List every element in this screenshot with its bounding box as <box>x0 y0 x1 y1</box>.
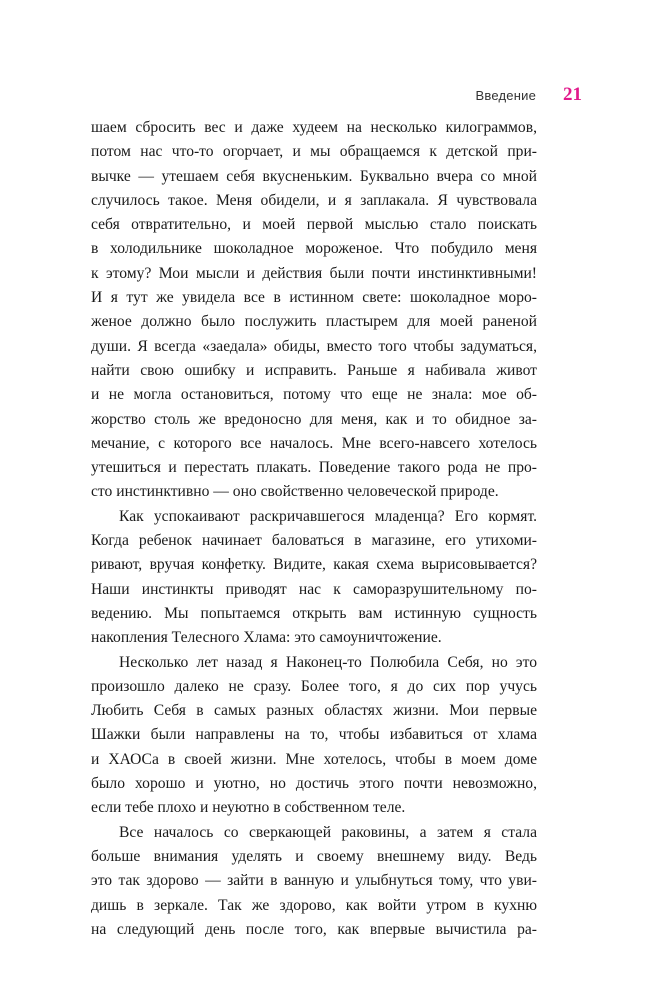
page-number: 21 <box>563 84 582 105</box>
text-line: сто инстинктивно — оно свойственно человеческой природе. <box>91 483 499 501</box>
text-line: дишь в зеркале. Так же здорово, как войти утром в кухню <box>91 896 537 914</box>
text-line: ривают, вручая конфетку. Видите, какая схема вырисовывается? <box>91 556 537 574</box>
text-line: Когда ребенок начинает баловаться в магазине, его утихоми- <box>91 532 537 550</box>
text-line: если тебе плохо и неуютно в собственном теле. <box>91 799 406 817</box>
text-line: было хорошо и уютно, но достичь этого почти невозможно, <box>91 775 537 793</box>
text-line: жорство столь же вредоносно для меня, как и то обидное за- <box>91 410 537 428</box>
text-line: себя отвратительно, и моей первой мыслью стало поискать <box>91 216 537 234</box>
text-line: и не могла остановиться, потому что еще не знала: мое об- <box>91 386 537 404</box>
text-line: ведению. Мы попытаемся открыть вам истинную сущность <box>91 604 537 622</box>
text-line: в холодильнике шоколадное мороженое. Что побудило меня <box>91 240 537 258</box>
text-line: Все началось со сверкающей раковины, а затем я стала <box>119 823 537 841</box>
text-line: найти свою ошибку и исправить. Раньше я набивала живот <box>91 361 537 379</box>
text-line: И я тут же увидела все в истинном свете: шоколадное моро- <box>91 289 537 307</box>
text-line: Любить Себя в самых разных областях жизни. Мои первые <box>91 702 537 720</box>
text-line: Наши инстинкты приводят нас к саморазрушительному по- <box>91 580 537 598</box>
section-title: Введение <box>475 88 536 103</box>
text-line: женое должно было послужить пластырем для моей раненой <box>91 313 537 331</box>
text-line: накопления Телесного Хлама: это самоуничтожение. <box>91 629 442 647</box>
text-line: Несколько лет назад я Наконец-то Полюбила Себя, но это <box>119 653 537 671</box>
text-line: к этому? Мои мысли и действия были почти инстинктивными! <box>91 264 537 282</box>
text-line: души. Я всегда «заедала» обиды, вместо того чтобы задуматься, <box>91 337 537 355</box>
text-line: Шажки были направлены на то, чтобы избавиться от хлама <box>91 726 537 744</box>
text-line: это так здорово — зайти в ванную и улыбнуться тому, что уви- <box>91 872 537 890</box>
text-line: и ХАОСа в своей жизни. Мне хотелось, чтобы в моем доме <box>91 750 537 768</box>
text-line: на следующий день после того, как впервые вычистила ра- <box>91 920 537 938</box>
text-line: шаем сбросить вес и даже худеем на несколько килограммов, <box>91 119 537 136</box>
body-text <box>91 116 537 942</box>
text-line: потом нас что-то огорчает, и мы обращаемся к детской при- <box>91 143 537 161</box>
text-line: случилось такое. Меня обидели, и я заплакала. Я чувствовала <box>91 191 537 209</box>
text-line: произошло далеко не сразу. Более того, я до сих пор учусь <box>91 677 537 695</box>
text-line: вычке — утешаем себя вкусненьким. Буквально вчера со мной <box>91 167 537 185</box>
text-line: Как успокаивают раскричавшегося младенца? Его кормят. <box>119 507 537 525</box>
text-line: больше внимания уделять и своему внешнему виду. Ведь <box>91 847 537 865</box>
running-head <box>0 84 582 108</box>
text-line: утешиться и перестать плакать. Поведение такого рода не про- <box>91 459 537 477</box>
text-line: мечание, с которого все началось. Мне всего-навсего хотелось <box>91 434 537 452</box>
